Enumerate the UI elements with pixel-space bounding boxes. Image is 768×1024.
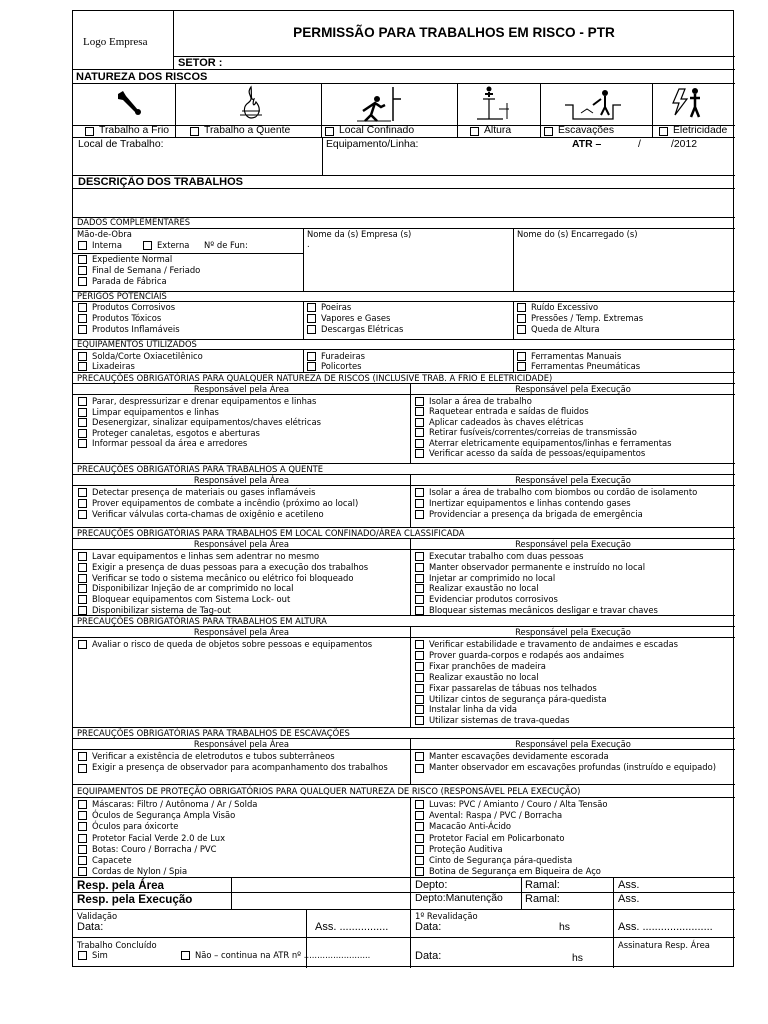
risk-checkbox[interactable] — [544, 127, 553, 136]
page-title: PERMISSÃO PARA TRABALHOS EM RISCO - PTR — [293, 25, 615, 40]
epi-label: Avental: Raspa / PVC / Borracha — [429, 810, 563, 821]
perigo-checkbox[interactable] — [517, 314, 526, 323]
precaution-exec-label: Providenciar a presença da brigada de emergência — [429, 509, 643, 519]
precaution-exec-checkbox[interactable] — [415, 584, 424, 593]
perigo-checkbox[interactable] — [517, 303, 526, 312]
equipamento-label: Ferramentas Pneumáticas — [531, 361, 641, 371]
epi-checkbox[interactable] — [78, 856, 87, 865]
precaution-area-label: Proteger canaletas, esgotos e aberturas — [92, 427, 260, 438]
precaution-exec-label: Verificar acesso da saída de pessoas/equipamentos — [429, 448, 646, 458]
logo-placeholder: Logo Empresa — [83, 36, 148, 48]
data-label: Data: — [415, 950, 442, 962]
precaution-exec-label: Fixar passarelas de tábuas nos telhados — [429, 682, 597, 693]
precaution-area-label: Detectar presença de materiais ou gases inflamáveis — [92, 487, 316, 497]
rule-line — [173, 56, 735, 57]
atr-year: /2012 — [671, 139, 698, 150]
setor-label: SETOR : — [178, 57, 223, 69]
column-line — [457, 83, 458, 137]
epi-checkbox[interactable] — [78, 834, 87, 843]
epi-label: Óculos de Segurança Ampla Visão — [92, 810, 236, 821]
precaution-area-checkbox[interactable] — [78, 499, 87, 508]
externa-checkbox[interactable] — [143, 241, 152, 250]
resp-area-header: Responsável pela Área — [193, 739, 290, 749]
precaution-exec-label: Verificar estabilidade e travamento de andaimes e escadas — [429, 639, 678, 649]
perigo-checkbox[interactable] — [307, 314, 316, 323]
rule-line — [73, 485, 735, 486]
precaution-exec-checkbox[interactable] — [415, 673, 424, 682]
epi-checkbox[interactable] — [415, 811, 424, 820]
precaution-exec-label: Manter escavações devidamente escorada — [429, 751, 609, 761]
precaution-exec-checkbox[interactable] — [415, 752, 424, 761]
precaution-exec-checkbox[interactable] — [415, 428, 424, 437]
precaution-exec-label: Retirar fusíveis/correntes/correias de transmissão — [429, 427, 637, 438]
precaution-exec-label: Evidenciar produtos corrosivos — [429, 594, 558, 605]
expediente-checkbox[interactable] — [78, 266, 87, 275]
sim-checkbox[interactable] — [78, 951, 87, 960]
rule-line — [73, 383, 735, 384]
empresa-label: Nome da (s) Empresa (s) — [307, 229, 412, 239]
precaution-exec-checkbox[interactable] — [415, 716, 424, 725]
precaution-exec-label: Injetar ar comprimido no local — [429, 572, 556, 583]
perigo-label: Queda de Altura — [531, 324, 600, 334]
epi-label: Botas: Couro / Borracha / PVC — [92, 843, 217, 854]
precaution-exec-checkbox[interactable] — [415, 606, 424, 615]
precaution-area-checkbox[interactable] — [78, 563, 87, 572]
section-title: PRECAUÇÕES OBRIGATÓRIAS PARA TRABALHOS EM ALTURA — [77, 616, 327, 626]
column-line — [410, 877, 411, 968]
ramal-label: Ramal: — [525, 893, 560, 905]
nao-checkbox[interactable] — [181, 951, 190, 960]
epi-checkbox[interactable] — [78, 822, 87, 831]
perigo-label: Produtos Tóxicos — [92, 313, 162, 323]
precaution-area-checkbox[interactable] — [78, 606, 87, 615]
epi-checkbox[interactable] — [415, 845, 424, 854]
rule-line — [73, 474, 735, 475]
section-title: PRECAUÇÕES OBRIGATÓRIAS PARA TRABALHOS DE ESCAVAÇÕES — [77, 728, 350, 738]
electricity-icon — [669, 85, 709, 123]
epi-checkbox[interactable] — [415, 834, 424, 843]
epi-label: Capacete — [92, 855, 132, 865]
precaution-area-checkbox[interactable] — [78, 595, 87, 604]
precaution-exec-checkbox[interactable] — [415, 764, 424, 773]
section-title: PRECAUÇÕES OBRIGATÓRIAS PARA TRABALHOS A QUENTE — [77, 464, 324, 474]
precaution-exec-label: Executar trabalho com duas pessoas — [429, 551, 584, 561]
epi-checkbox[interactable] — [78, 800, 87, 809]
precaution-area-label: Limpar equipamentos e linhas — [92, 406, 219, 417]
equipamento-label: Ferramentas Manuais — [531, 351, 622, 361]
precaution-area-checkbox[interactable] — [78, 488, 87, 497]
precaution-area-checkbox[interactable] — [78, 408, 87, 417]
column-line — [652, 83, 653, 137]
epi-label: Óculos para óxicorte — [92, 821, 179, 832]
column-line — [410, 383, 411, 463]
column-line — [521, 877, 522, 909]
column-line — [613, 909, 614, 968]
column-line — [173, 11, 174, 69]
precaution-exec-label: Bloquear sistemas mecânicos desligar e travar chaves — [429, 605, 658, 615]
ass-dots: Ass. ....................... — [618, 921, 713, 933]
rule-line — [73, 877, 735, 878]
precaution-exec-checkbox[interactable] — [415, 449, 424, 458]
equipamento-checkbox[interactable] — [307, 352, 316, 361]
column-line — [175, 83, 176, 137]
rule-line — [73, 937, 735, 938]
epi-label: Máscaras: Filtro / Autônoma / Ar / Solda — [92, 799, 258, 809]
epi-label: Macacão Anti-Ácido — [429, 821, 512, 832]
atr-slash: / — [638, 139, 641, 150]
precaution-exec-checkbox[interactable] — [415, 640, 424, 649]
perigo-checkbox[interactable] — [78, 314, 87, 323]
precaution-exec-checkbox[interactable] — [415, 705, 424, 714]
rule-line — [73, 909, 735, 910]
precaution-exec-checkbox[interactable] — [415, 552, 424, 561]
precaution-exec-checkbox[interactable] — [415, 563, 424, 572]
nao-label: Não – continua na ATR nº ......................... — [195, 950, 371, 960]
expediente-label: Parada de Fábrica — [92, 276, 167, 286]
rule-line — [73, 188, 735, 189]
ass-label: Ass. — [618, 893, 640, 905]
epi-checkbox[interactable] — [415, 856, 424, 865]
wrench-icon — [113, 88, 143, 118]
column-line — [322, 137, 323, 175]
precaution-exec-checkbox[interactable] — [415, 595, 424, 604]
equipamento-checkbox[interactable] — [78, 362, 87, 371]
column-line — [613, 877, 614, 909]
perigo-checkbox[interactable] — [307, 325, 316, 334]
column-line — [513, 228, 514, 291]
perigo-label: Poeiras — [321, 302, 352, 312]
risk-checkbox[interactable] — [190, 127, 199, 136]
epi-checkbox[interactable] — [78, 867, 87, 876]
epi-checkbox[interactable] — [78, 845, 87, 854]
risk-checkbox[interactable] — [659, 127, 668, 136]
epi-label: Proteção Auditiva — [429, 843, 503, 854]
column-line — [303, 301, 304, 339]
precaution-area-label: Avaliar o risco de queda de objetos sobre pessoas e equipamentos — [92, 639, 373, 649]
epi-checkbox[interactable] — [78, 811, 87, 820]
section-title: PRECAUÇÕES OBRIGATÓRIAS PARA QUALQUER NATUREZA DE RISCOS (INCLUSIVE TRAB. A FRIO E ELETRICIDADE) — [77, 373, 553, 383]
precaution-exec-label: Prover guarda-corpos e rodapés aos andaimes — [429, 649, 624, 660]
resp-area-header: Responsável pela Área — [193, 539, 290, 549]
empresa-dot: . — [307, 239, 310, 249]
precaution-area-checkbox[interactable] — [78, 552, 87, 561]
precaution-exec-label: Realizar exaustão no local — [429, 583, 539, 594]
confined-space-icon — [355, 85, 403, 123]
epi-label: Protetor Facial em Policarbonato — [429, 832, 565, 843]
precaution-exec-label: Inertizar equipamentos e linhas contendo gases — [429, 498, 631, 508]
risk-label: Altura — [484, 125, 512, 136]
rule-line — [73, 83, 735, 84]
precaution-area-label: Exigir a presença de duas pessoas para a execução dos trabalhos — [92, 561, 369, 572]
perigo-checkbox[interactable] — [307, 303, 316, 312]
precaution-exec-label: Raquetear entrada e saídas de fluidos — [429, 406, 589, 417]
externa-label: Externa — [157, 240, 190, 250]
precaution-exec-label: Utilizar cintos de segurança pára-quedista — [429, 693, 607, 704]
depto-manutencao-label: Depto:Manutenção — [415, 893, 503, 904]
precaution-exec-label: Instalar linha da vida — [429, 704, 518, 715]
perigo-label: Produtos Inflamáveis — [92, 324, 180, 334]
sim-label: Sim — [92, 950, 108, 960]
encarregado-label: Nome do (s) Encarregado (s) — [517, 229, 638, 239]
rule-line — [73, 394, 735, 395]
column-line — [303, 228, 304, 291]
rule-line — [73, 349, 735, 350]
precaution-area-label: Verificar válvulas corta-chamas de oxigênio e acetileno — [92, 509, 324, 519]
precaution-exec-checkbox[interactable] — [415, 684, 424, 693]
epi-checkbox[interactable] — [415, 800, 424, 809]
risk-label: Trabalho a Frio — [99, 125, 170, 136]
precaution-exec-label: Realizar exaustão no local — [429, 671, 539, 682]
perigo-label: Ruído Excessivo — [531, 302, 599, 312]
revalidacao-label: 1º Revalidação — [415, 911, 478, 921]
interna-checkbox[interactable] — [78, 241, 87, 250]
precaution-area-label: Verificar a existência de eletrodutos e tubos subterrâneos — [92, 751, 335, 761]
risk-label: Trabalho a Quente — [204, 125, 291, 136]
precaution-exec-checkbox[interactable] — [415, 695, 424, 704]
perigo-checkbox[interactable] — [78, 325, 87, 334]
concluido-label: Trabalho Concluído — [77, 940, 157, 950]
section-title: PERIGOS POTENCIAIS — [77, 291, 167, 301]
mao-de-obra-label: Mão-de-Obra — [77, 229, 132, 239]
column-line — [410, 797, 411, 877]
perigo-label: Descargas Elétricas — [321, 324, 404, 334]
precaution-exec-checkbox[interactable] — [415, 510, 424, 519]
column-line — [303, 349, 304, 372]
epi-checkbox[interactable] — [415, 867, 424, 876]
precaution-exec-label: Aplicar cadeados às chaves elétricas — [429, 416, 584, 427]
equipamento-label: Lixadeiras — [92, 361, 135, 371]
epi-label: Cinto de Segurança pára-quedista — [429, 855, 573, 865]
precaution-exec-label: Manter observador permanente e instruído no local — [429, 561, 646, 572]
section-title: NATUREZA DOS RISCOS — [76, 71, 208, 83]
epi-label: Protetor Facial Verde 2.0 de Lux — [92, 832, 226, 843]
precaution-area-label: Bloquear equipamentos com Sistema Lock- out — [92, 594, 291, 605]
ramal-label: Ramal: — [525, 879, 560, 891]
risk-checkbox[interactable] — [470, 127, 479, 136]
epi-checkbox[interactable] — [415, 822, 424, 831]
precaution-area-checkbox[interactable] — [78, 764, 87, 773]
precaution-exec-checkbox[interactable] — [415, 397, 424, 406]
rule-line — [73, 549, 735, 550]
precaution-area-checkbox[interactable] — [78, 510, 87, 519]
equipamento-label: Furadeiras — [321, 351, 365, 361]
risk-label: Escavações — [558, 125, 615, 136]
ass-dots: Ass. ................ — [315, 921, 389, 933]
equipamento-checkbox[interactable] — [517, 352, 526, 361]
resp-area-header: Responsável pela Área — [193, 384, 290, 394]
precaution-exec-checkbox[interactable] — [415, 418, 424, 427]
local-trabalho-label: Local de Trabalho: — [78, 139, 164, 150]
precaution-area-label: Lavar equipamentos e linhas sem adentrar no mesmo — [92, 551, 320, 561]
resp-exec-header: Responsável pela Execução — [515, 627, 631, 637]
precaution-area-checkbox[interactable] — [78, 574, 87, 583]
rule-line — [73, 137, 735, 138]
section-title: EQUIPAMENTOS DE PROTEÇÃO OBRIGATÓRIOS PARA QUALQUER NATUREZA DE RISCO (RESPONSÁVEL PELA EXECUÇÃO) — [77, 786, 581, 796]
data-label: Data: — [77, 921, 104, 933]
precaution-area-checkbox[interactable] — [78, 429, 87, 438]
rule-line — [73, 749, 735, 750]
equipamento-label: Solda/Corte Oxiacetilênico — [92, 351, 203, 361]
precaution-exec-label: Utilizar sistemas de trava-quedas — [429, 715, 570, 726]
perigo-checkbox[interactable] — [78, 303, 87, 312]
column-line — [231, 877, 232, 909]
precaution-area-checkbox[interactable] — [78, 397, 87, 406]
assinatura-label: Assinatura Resp. Área — [618, 940, 710, 950]
resp-area-header: Responsável pela Área — [193, 475, 290, 485]
rule-line — [73, 637, 735, 638]
section-title: DADOS COMPLEMENTARES — [77, 217, 191, 227]
perigo-label: Pressões / Temp. Extremas — [531, 313, 644, 323]
precaution-area-label: Exigir a presença de observador para acompanhamento dos trabalhos — [92, 762, 388, 772]
epi-label: Luvas: PVC / Amianto / Couro / Alta Tensão — [429, 799, 608, 809]
precaution-exec-label: Isolar a área de trabalho com biombos ou cordão de isolamento — [429, 487, 698, 497]
fire-icon — [236, 85, 266, 121]
column-line — [410, 538, 411, 615]
section-title: EQUIPAMENTOS UTILIZADOS — [77, 339, 197, 349]
resp-area-header: Responsável pela Área — [193, 627, 290, 637]
precaution-exec-checkbox[interactable] — [415, 662, 424, 671]
column-line — [513, 301, 514, 339]
resp-exec-footer-label: Resp. pela Execução — [77, 893, 193, 906]
risk-checkbox[interactable] — [325, 127, 334, 136]
equipamento-checkbox[interactable] — [78, 352, 87, 361]
column-line — [410, 474, 411, 527]
n-fun-label: Nº de Fun: — [204, 240, 248, 250]
precaution-area-label: Disponibilizar sistema de Tag-out — [92, 605, 231, 615]
column-line — [410, 738, 411, 784]
rule-line — [73, 538, 735, 539]
rule-line — [73, 626, 735, 627]
perigo-checkbox[interactable] — [517, 325, 526, 334]
precaution-area-checkbox[interactable] — [78, 439, 87, 448]
rule-line — [73, 69, 735, 70]
equipamento-checkbox[interactable] — [307, 362, 316, 371]
expediente-label: Expediente Normal — [92, 254, 173, 264]
rule-line — [73, 291, 735, 292]
expediente-checkbox[interactable] — [78, 277, 87, 286]
depto-label: Depto: — [415, 879, 448, 891]
rule-line — [73, 738, 735, 739]
expediente-checkbox[interactable] — [78, 255, 87, 264]
section-title: DESCRIÇÃO DOS TRABALHOS — [78, 176, 244, 188]
equipamento-label: Equipamento/Linha: — [326, 139, 419, 150]
ptr-form — [72, 10, 734, 967]
resp-exec-header: Responsável pela Execução — [515, 739, 631, 749]
hs-label: hs — [572, 953, 583, 964]
precaution-exec-checkbox[interactable] — [415, 488, 424, 497]
precaution-exec-checkbox[interactable] — [415, 651, 424, 660]
precaution-area-label: Informar pessoal da área e arredores — [92, 438, 248, 449]
precaution-exec-label: Aterrar eletricamente equipamentos/linhas e ferramentas — [429, 437, 672, 448]
data-label: Data: — [415, 921, 442, 933]
column-line — [321, 83, 322, 137]
rule-line — [73, 784, 735, 785]
risk-checkbox[interactable] — [85, 127, 94, 136]
precaution-area-label: Desenergizar, sinalizar equipamentos/chaves elétricas — [92, 417, 321, 428]
precaution-exec-checkbox[interactable] — [415, 499, 424, 508]
precaution-exec-checkbox[interactable] — [415, 407, 424, 416]
precaution-exec-label: Isolar a área de trabalho — [429, 396, 532, 406]
precaution-area-checkbox[interactable] — [78, 584, 87, 593]
atr-label: ATR – — [572, 139, 602, 150]
resp-area-footer-label: Resp. pela Área — [77, 879, 164, 892]
height-work-icon — [473, 85, 513, 123]
precaution-area-checkbox[interactable] — [78, 418, 87, 427]
perigo-label: Produtos Corrosivos — [92, 302, 176, 312]
perigo-label: Vapores e Gases — [321, 313, 391, 323]
equipamento-label: Policortes — [321, 361, 362, 371]
column-line — [540, 83, 541, 137]
precaution-exec-checkbox[interactable] — [415, 574, 424, 583]
epi-label: Botina de Segurança em Biqueira de Aço — [429, 866, 601, 877]
risk-label: Eletricidade — [673, 125, 728, 136]
risk-label: Local Confinado — [339, 125, 415, 136]
rule-line — [73, 797, 735, 798]
precaution-area-checkbox[interactable] — [78, 640, 87, 649]
interna-label: Interna — [92, 240, 122, 250]
resp-exec-header: Responsável pela Execução — [515, 539, 631, 549]
precaution-exec-label: Manter observador em escavações profundas (instruído e equipado) — [429, 762, 717, 772]
ass-label: Ass. — [618, 879, 640, 891]
resp-exec-header: Responsável pela Execução — [515, 475, 631, 485]
precaution-exec-label: Fixar pranchões de madeira — [429, 660, 546, 671]
resp-exec-header: Responsável pela Execução — [515, 384, 631, 394]
excavation-icon — [563, 85, 623, 123]
precaution-area-label: Verificar se todo o sistema mecânico ou elétrico foi bloqueado — [92, 572, 354, 583]
column-line — [410, 626, 411, 727]
hs-label: hs — [559, 922, 570, 933]
precaution-area-label: Prover equipamentos de combate a incêndio (próximo ao local) — [92, 498, 359, 508]
equipamento-checkbox[interactable] — [517, 362, 526, 371]
precaution-area-checkbox[interactable] — [78, 752, 87, 761]
epi-label: Cordas de Nylon / Spia — [92, 866, 188, 877]
expediente-label: Final de Semana / Feriado — [92, 265, 201, 275]
precaution-exec-checkbox[interactable] — [415, 439, 424, 448]
section-title: PRECAUÇÕES OBRIGATÓRIAS PARA TRABALHOS EM LOCAL CONFINADO/ÁREA CLASSIFICADA — [77, 528, 465, 538]
precaution-area-label: Disponibilizar Injeção de ar comprimido no local — [92, 583, 294, 594]
column-line — [513, 349, 514, 372]
precaution-area-label: Parar, despressurizar e drenar equipamentos e linhas — [92, 396, 317, 406]
validacao-label: Validação — [77, 911, 118, 921]
